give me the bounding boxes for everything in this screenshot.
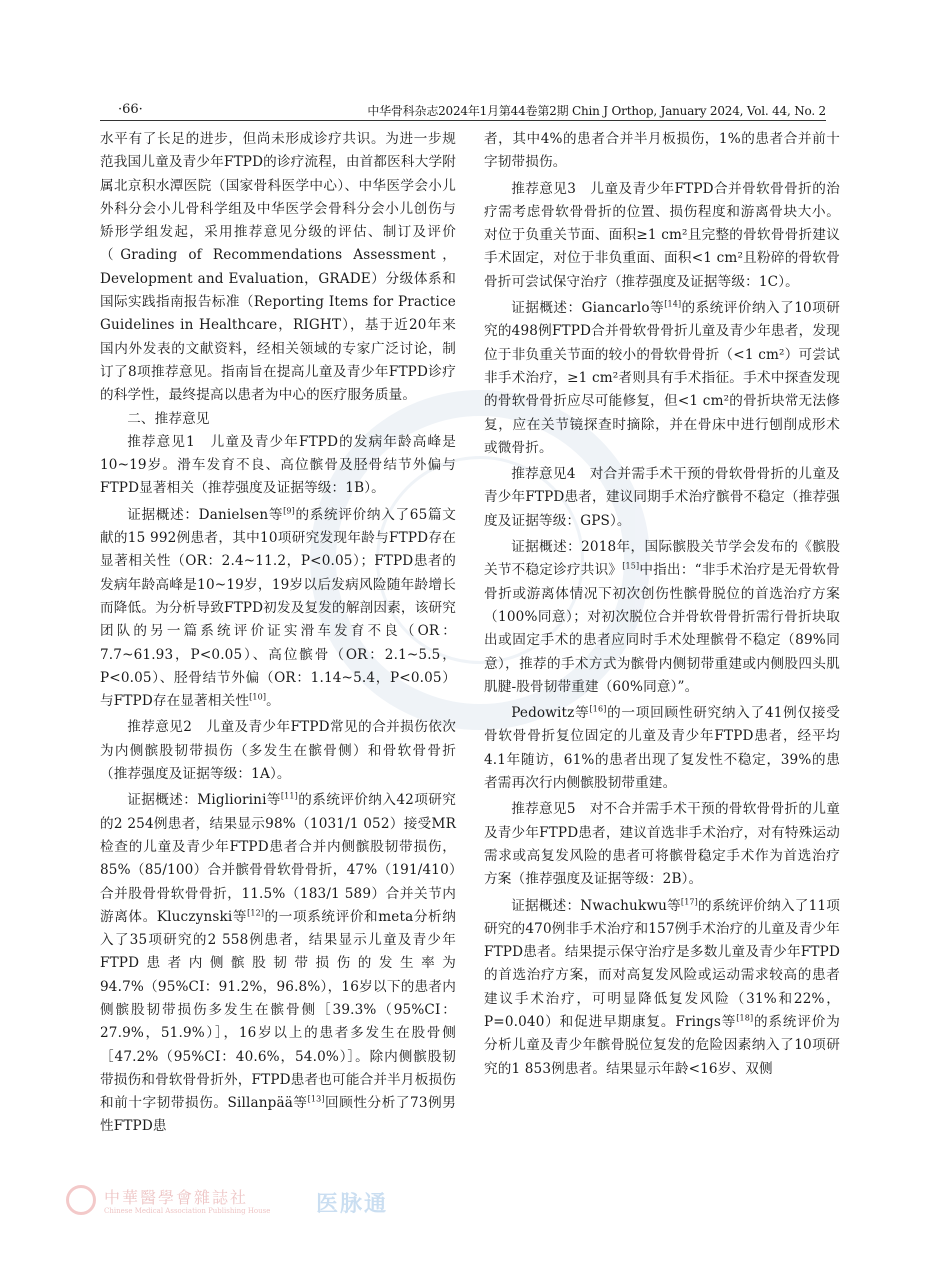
evidence-4: 证据概述：2018年，国际髌股关节学会发布的《髌股关节不稳定诊疗共识》[15]中指出：“非手术治疗是无骨软骨骨折或游离体情况下初次创伤性髌骨脱位的首选治疗方案（100%同意）；对初次脱位合并骨软骨骨折需行骨折块取出或固定手术的患者应同时手术处理髌骨不稳定（89%同意），推荐的手术方式为髌骨内侧韧带重建或内侧股四头肌肌腱-股骨韧带重建（60%同意）”。 bbox=[484, 539, 841, 695]
right-column bbox=[484, 128, 840, 1081]
recommendation-2: 推荐意见2 儿童及青少年FTPD常见的合并损伤依次为内侧髌股韧带损伤（多发生在髌骨侧）和骨软骨骨折（推荐强度及证据等级：1A）。 bbox=[100, 719, 456, 783]
recommendation-5: 推荐意见5 对不合并需手术干预的骨软骨骨折的儿童及青少年FTPD患者，建议首选非手术治疗，对有特殊运动需求或高复发风险的患者可将髌骨稳定手术作为首选治疗方案（推荐强度及证据等级：2B）。 bbox=[484, 801, 840, 888]
evidence-1: 证据概述：Danielsen等[9]的系统评价纳入了65篇文献的15 992例患者，其中10项研究发现年龄与FTPD存在显著相关性（OR：2.4~11.2，P<0.05）；FTPD患者的发病年龄高峰是10~19岁，19岁以后发病风险随年龄增长而降低。为分析导致FTPD初发及复发的解剖因素，该研究团队的另一篇系统评价证实滑车发育不良（OR：7.7~61.93，P<0.05）、高位髌骨（OR：2.1~5.5，P<0.05）、胫骨结节外偏（OR：1.14~5.4，P<0.05）与FTPD存在显著相关性[10]。 bbox=[100, 506, 456, 710]
citation-ref[interactable]: [11] bbox=[280, 791, 298, 801]
left-column bbox=[100, 128, 456, 1139]
citation-ref[interactable]: [9] bbox=[283, 506, 295, 516]
recommendation-1: 推荐意见1 儿童及青少年FTPD的发病年龄高峰是10~19岁。滑车发育不良、高位髌骨及胫骨结节外偏与FTPD显著相关（推荐强度及证据等级：1B）。 bbox=[100, 433, 456, 497]
citation-ref[interactable]: [16] bbox=[589, 704, 607, 714]
evidence-4-continued: Pedowitz等[16]的一项回顾性研究纳入了41例仅接受骨软骨骨折复位固定的儿童及青少年FTPD患者，经平均4.1年随访，61%的患者出现了复发性不稳定，39%的患者需再次行内侧髌股韧带重建。 bbox=[484, 704, 840, 792]
citation-ref[interactable]: [13] bbox=[307, 1094, 325, 1104]
citation-ref[interactable]: [18] bbox=[736, 1013, 754, 1023]
citation-ref[interactable]: [15] bbox=[622, 561, 640, 571]
page-number: ·66· bbox=[118, 102, 143, 117]
running-header bbox=[100, 100, 826, 121]
recommendation-3: 推荐意见3 儿童及青少年FTPD合并骨软骨骨折的治疗需考虑骨软骨骨折的位置、损伤程度和游离骨块大小。对位于负重关节面、面积≥1 cm²且完整的骨软骨骨折建议手术固定，对位于非负重面、面积<1 cm²且粉碎的骨软骨骨折可尝试保守治疗（推荐强度及证据等级：1C）。 bbox=[484, 180, 840, 290]
evidence-2: 证据概述：Migliorini等[11]的系统评价纳入42项研究的2 254例患者，结果显示98%（1031/1 052）接受MR检查的儿童及青少年FTPD患者合并内侧髌股韧带损伤，85%（85/100）合并髌骨骨软骨骨折，47%（191/410）合并股骨骨软骨骨折，11.5%（183/1 589）合并关节内游离体。Kluczynski等[12]的一项系统评价和meta分析纳入了35项研究的2 558例患者，结果显示儿童及青少年FTPD患者内侧髌股韧带损伤的发生率为94.7%（95%CI：91.2%，96.8%），16岁以下的患者内侧髌股韧带损伤多发生在髌骨侧［39.3%（95%CI：27.9%，51.9%）］，16岁以上的患者多发生在股骨侧［47.2%（95%CI：40.6%，54.0%）］。除内侧髌股韧带损伤和骨软骨骨折外，FTPD患者也可能合并半月板损伤和前十字韧带损伤。Sillanpää等[13]回顾性分析了73例男性FTPD患 bbox=[100, 791, 456, 1135]
publisher-subtitle: Chinese Medical Association Publishing House bbox=[104, 1207, 271, 1215]
journal-citation: 中华骨科杂志2024年1月第44卷第2期 Chin J Orthop, January 2024, Vol. 44, No. 2 bbox=[367, 104, 826, 118]
citation-ref[interactable]: [10] bbox=[249, 692, 267, 702]
intro-paragraph: 水平有了长足的进步，但尚未形成诊疗共识。为进一步规范我国儿童及青少年FTPD的诊疗流程，由首都医科大学附属北京积水潭医院（国家骨科医学中心）、中华医学会小儿外科分会小儿骨科学组及中华医学会骨科分会小儿创伤与矫形学组发起，采用推荐意见分级的评估、制订及评价（Grading of Recommendations Assessment，Development and Evaluation，GRADE）分级体系和国际实践指南报告标准（Reporting Items for Practice Guidelines in Healthcare，RIGHT），基于近20年来国内外发表的文献资料，经相关领域的专家广泛讨论，制订了8项推荐意见。指南旨在提高儿童及青少年FTPD诊疗的科学性，最终提高以患者为中心的医疗服务质量。 bbox=[100, 131, 456, 404]
publisher-logo: 中華醫學會雜誌社 bbox=[104, 1188, 249, 1207]
continued-paragraph: 者，其中4%的患者合并半月板损伤，1%的患者合并前十字韧带损伤。 bbox=[484, 131, 840, 171]
evidence-3: 证据概述：Giancarlo等[14]的系统评价纳入了10项研究的498例FTPD合并骨软骨骨折儿童及青少年患者，发现位于非负重关节面的较小的骨软骨骨折（<1 cm²）可尝试非手术治疗，≥1 cm²者则具有手术指征。手术中探查发现的骨软骨骨折应尽可能修复，但<1 cm²的骨折块常无法修复，应在关节镜探查时摘除，并在骨床中进行刨削成形术或微骨折。 bbox=[484, 299, 840, 456]
section-heading: 二、推荐意见 bbox=[127, 410, 210, 427]
brand-logo: 医脉通 bbox=[316, 1191, 389, 1217]
evidence-5: 证据概述：Nwachukwu等[17]的系统评价纳入了11项研究的470例非手术治疗和157例手术治疗的儿童及青少年FTPD患者。结果提示保守治疗是多数儿童及青少年FTPD的首选治疗方案，而对高复发风险或运动需求较高的患者建议手术治疗，可明显降低复发风险（31%和22%，P=0.040）和促进早期康复。Frings等[18]的系统评价为分析儿童及青少年髌骨脱位复发的危险因素纳入了10项研究的1 853例患者。结果显示年龄<16岁、双侧 bbox=[484, 896, 840, 1077]
citation-ref[interactable]: [14] bbox=[664, 299, 682, 309]
publisher-seal-icon bbox=[66, 1185, 96, 1215]
publisher-footer bbox=[66, 1183, 446, 1223]
citation-ref[interactable]: [17] bbox=[680, 896, 698, 906]
citation-ref[interactable]: [12] bbox=[247, 908, 265, 918]
recommendation-4: 推荐意见4 对合并需手术干预的骨软骨骨折的儿童及青少年FTPD患者，建议同期手术治疗髌骨不稳定（推荐强度及证据等级：GPS）。 bbox=[484, 466, 840, 529]
